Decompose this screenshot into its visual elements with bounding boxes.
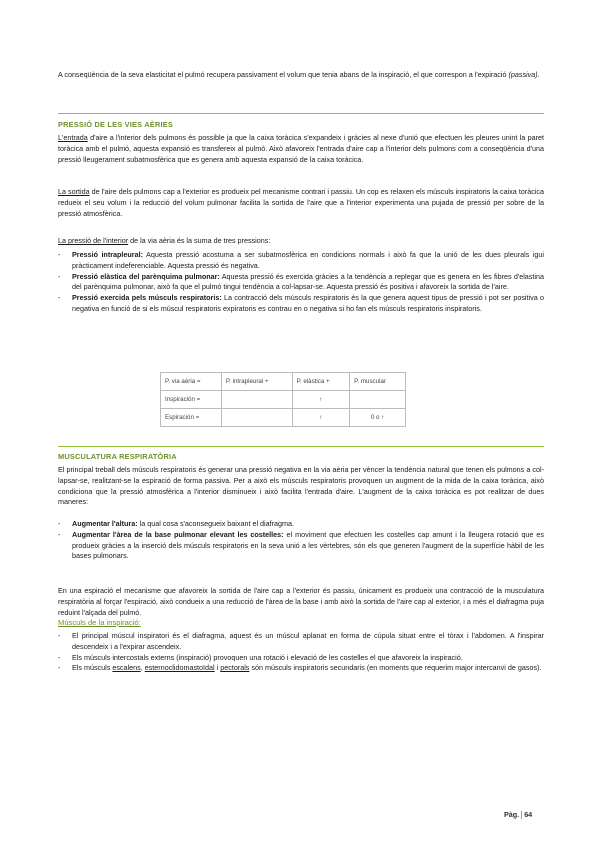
list-item: - Pressió elàstica del parènquima pulmonar: Aquesta pressió és exercida gràcies a la tendència a replegar que es genera en les fibres d'elastina del parènquima pulmonar, això fa que el pulmó tingui tendència a col-lapsar-se. Aquesta pressió és positiva i afavoreix la sortida de l'aire. [58,271,544,292]
bullet-title: Pressió intrapleural: [72,250,143,259]
intro-paragraph [58,70,544,81]
paragraph-espiracio: En una espiració el mecanisme que afavoreix la sortida de l'aire cap a l'exterior és passiu, únicament es produeix una contracció de la musculatura respiratòria al forçar l'espiració, això condueix a una reducció de l'àrea de la base i amb això la sortida de l'aire cap al exterior, i a més el diafragma puja reduint l'alçada del pulmó. [58,586,544,617]
table-row [161,391,406,409]
bullet-text: El principal múscul inspiratori és el diafragma, aquest és un múscul aplanat en forma de cúpula situat entre el tòrax i l'abdomen. A l'inspirar descendeix i a l'expirar ascendeix. [72,631,544,651]
section-divider [58,446,544,447]
section-title-musculatura: MUSCULATURA RESPIRATÒRIA [58,452,177,461]
intro-text-2: correspon a l'expiració [434,70,507,79]
list-item: - Pressió intrapleural: Aquesta pressió acostuma a ser subatmosfèrica en condicions normals i això fa que la unió de les dues pleurals igui pràcticament indeferenciable. Aquesta pressió és negativa. [58,250,544,270]
paragraph-sortida [58,187,544,219]
table-cell [350,391,406,409]
bullet-title: Augmentar l'àrea de la base pulmonar elevant les costelles: [72,529,284,539]
list-item: - Els músculs escalens, esternoclidomastoïdal i pectorals són músculs inspiratoris secundaris (en moments que requerim major intercanvi de gasos). [58,663,542,673]
entrada-text: d'aire a l'interior dels pulmons és possible ja que la caixa toràcica s'expandeix i gràcies al nexe d'unió que efectuen les pleures unint la paret toràcica amb el pulmó, aquesta expansió es transfereix al pulmó. Això afavoreix l'entrada d'aire cap a l'interior dels pulmons com a conseqüència d'una pressió lleugerament subatmosfèrica que es genera amb aquesta expansió de la caixa toràcica. [58,133,544,164]
list-item: - El principal múscul inspiratori és el diafragma, aquest és un múscul aplanat en forma de cúpula situat entre el tòrax i l'abdomen. A l'inspirar descendeix i a l'expirar ascendeix. [58,631,544,651]
table-cell: P. intrapleural + [221,373,292,391]
inspiration-muscles-list [58,631,544,674]
table-row [161,373,406,391]
bullet-text: Aquesta pressió acostuma a ser subatmosfèrica en condicions normals i això fa que la unió de les dues pleurals igui pràcticament indeferenciable. Aquesta pressió és negativa. [72,250,544,270]
pressure-formula-table [160,372,406,427]
table-cell: Espiración = [161,409,222,427]
bullet-text: el moviment que efectuen les costelles cap amunt i la lleugera rotació que es produeix gràcies a la inserció dels músculs respiratoris en la seva unió a les vèrtebres, són els que generen l'augment de la superfície hàbil de les bases pulmonars. [72,529,544,561]
table-cell [221,391,292,409]
intro-text-end: . [537,70,540,79]
bullet-text-sep: i [214,663,221,673]
sortida-text: de l'aire dels pulmons cap a l'exterior es produeix pel mecanisme contrari i passiu. Un cop es relaxen els músculs inspiratoris la caixa toràcica redueix el seu volum i la reducció del volum pulmonar facilita la sortida de l'aire que a l'interior experimenta una pujada de pressió per sobre de la pressió atmosfèrica. [58,187,544,218]
section-divider [58,113,544,114]
table-cell: 0 o ↑ [350,409,406,427]
bullet-text: Els músculs intercostals externs (inspiració) provoquen una rotació i elevació de les costelles el que afavoreix la inspiració. [72,652,463,662]
term-escalens: escalens [112,663,141,673]
bullet-text-pre: Els músculs [72,663,113,673]
bullet-text: La contracció dels músculs respiratoris és la que genera aquest tipus de pressió i pot ser positiva o negativa en funció de si els múscul respiratoris expiratoris es contrau en o negativa si ho fan els músculs respiratoris inspiratoris. [72,293,544,313]
table-cell: Inspiración = [161,391,222,409]
subheading-inspiracio: Músculs de la inspiració: [58,618,141,627]
bullet-text-sep: , [140,663,145,673]
paragraph-pressio-interior [58,236,544,247]
table-cell: ↑ [292,409,350,427]
table-cell [221,409,292,427]
list-item: - Augmentar l'àrea de la base pulmonar elevant les costelles: el moviment que efectuen les costelles cap amunt i la lleugera rotació que es produeix gràcies a la inserció dels músculs respiratoris en la seva unió a les vèrtebres, són els que generen l'augment de la superfície hàbil de les bases pulmonars. [58,529,544,561]
list-item: - Augmentar l'altura: la qual cosa s'aconsegueix baixant el diafragma. [58,519,295,528]
list-item: - Els músculs intercostals externs (inspiració) provoquen una rotació i elevació de les costelles el que afavoreix la inspiració. [58,652,463,662]
pressio-interior-text: de la via aèria és la suma de tres pressions: [128,236,271,245]
bullet-text: Aquesta pressió és exercida gràcies a la tendència a replegar que es genera en les fibres d'elastina del parènquima pulmonar, això fa que el pulmó tingui tendència a col-lapsar-se. Aquesta pressió és positiva i afavoreix la sortida de l'aire. [72,271,544,292]
thorax-list [58,519,544,562]
intro-text-passiva: (passiva) [508,70,538,79]
page-label: Pàg. [504,810,520,819]
section-title-pressio: PRESSIÓ DE LES VIES AÈRIES [58,120,173,129]
term-pressio-interior: La pressió de l'interior [58,236,129,245]
page-number-divider [521,811,522,819]
table-cell: P. elàstica + [292,373,350,391]
table-row [161,409,406,427]
bullet-title: Augmentar l'altura: [72,519,138,528]
intro-text-1: A conseqüència de la seva elasticitat el pulmó recupera passivament el volum que tenia abans de la inspiració, el que [58,70,433,79]
table-cell: P. muscular [350,373,406,391]
pressure-list [58,250,544,315]
table-cell: P. via aèria = [161,373,222,391]
bullet-title: Pressió elàstica del parènquima pulmonar: [72,271,220,281]
page-number-value: 64 [524,810,533,819]
table-cell: ↑ [292,391,350,409]
paragraph-entrada [58,133,544,165]
bullet-text-post: són músculs inspiratoris secundaris (en moments que requerim major intercanvi de gasos). [249,663,542,673]
page-number [504,810,532,819]
paragraph-musculatura: El principal treball dels músculs respiratoris és generar una pressió negativa en la via aèria per vèncer la tendència natural que tenen els pulmons a col-lapsar-se, realitzant-se la espiració de forma passiva. Per a això els músculs respiratoris provoquen un augment de la mida de la caixa toràcica, això condiciona que la pressió atmosfèrica a l'interior disminueix i això facilita l'entrada d'aire. L'augment de la caixa toràcica es pot realitzar de dues maneres: [58,465,544,507]
term-sortida: La sortida [58,187,90,196]
term-entrada: L'entrada [58,133,88,142]
bullet-text: la qual cosa s'aconsegueix baixant el diafragma. [137,519,295,528]
term-pectorals: pectorals [220,663,250,673]
list-item: - Pressió exercida pels músculs respiratoris: La contracció dels músculs respiratoris és la que genera aquest tipus de pressió i pot ser positiva o negativa en funció de si els múscul respiratoris expiratoris es contrau en o negativa si ho fan els músculs respiratoris inspiratoris. [58,293,544,313]
bullet-title: Pressió exercida pels músculs respiratoris: [72,293,222,303]
term-esternoclidomastoidal: esternoclidomastoïdal [144,663,215,673]
